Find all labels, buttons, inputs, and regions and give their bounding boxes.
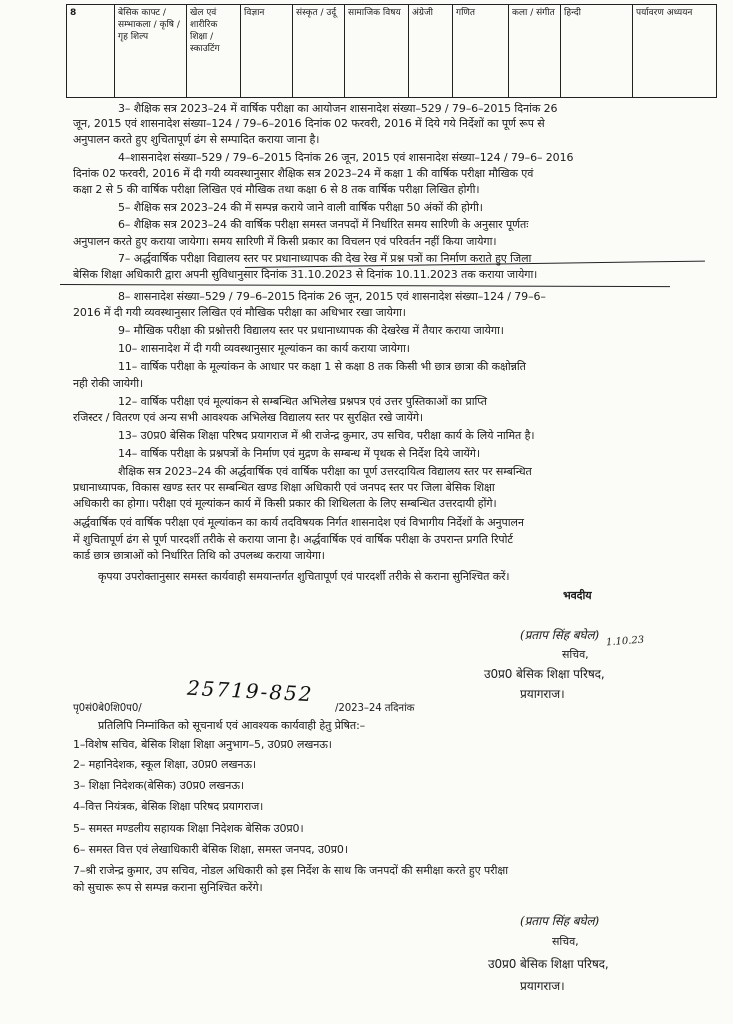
city: प्रयागराज।: [520, 687, 565, 701]
body-line: प्रधानाध्यापक, विकास खण्ड स्तर पर सम्बन्धित खण्ड शिक्षा अधिकारी एवं जनपद स्तर पर जिला बेसिक शिक्षा: [73, 481, 495, 494]
body-line: 4–शासनादेश संख्या–529 / 79–6–2015 दिनांक 26 जून, 2015 एवं शासनादेश संख्या–124 / 79–6– 2016: [118, 151, 574, 164]
recipient-item: 1–विशेष सचिव, बेसिक शिक्षा शिक्षा अनुभाग–5, उ0प्र0 लखनऊ।: [73, 738, 332, 751]
body-line: 9– मौखिक परीक्षा की प्रश्नोत्तरी विद्यालय स्तर पर प्रधानाध्यापक की देखरेख में तैयार कराया जायेगा।: [118, 324, 504, 337]
body-line: दिनांक 02 फरवरी, 2016 में दी गयी व्यवस्थानुसार शैक्षिक सत्र 2023–24 में कक्षा 1 की वार्षिक परीक्षा मौखिक एवं: [73, 167, 534, 180]
table-cell: हिन्दी: [561, 5, 633, 98]
body-line: अनुपालन करते हुए कराया जायेगा। समय सारिणी में किसी प्रकार का विचलन एवं परिवर्तन नहीं किया जायेगा।: [73, 235, 497, 248]
office: उ0प्र0 बेसिक शिक्षा परिषद,: [488, 957, 609, 971]
ink-underline: [60, 284, 670, 287]
table-cell: कला / संगीत: [509, 5, 561, 98]
recipient-item: 5– समस्त मण्डलीय सहायक शिक्षा निदेशक बेसिक उ0प्र0।: [73, 822, 304, 835]
recipient-item: 6– समस्त वित्त एवं लेखाधिकारी बेसिक शिक्षा, समस्त जनपद, उ0प्र0।: [73, 843, 348, 856]
closing: भवदीय: [563, 589, 592, 602]
body-line: जून, 2015 एवं शासनादेश संख्या–124 / 79–6–2016 दिनांक 02 फरवरी, 2016 में दिये गये निर्देशों का पूर्ण रूप से: [73, 117, 545, 130]
highlighted-line: बेसिक शिक्षा अधिकारी द्वारा अपनी सुविधानुसार दिनांक 31.10.2023 से दिनांक 10.11.2023 तक कराया जायेगा।: [73, 268, 538, 281]
recipient-item: 7–श्री राजेन्द्र कुमार, उप सचिव, नोडल अधिकारी को इस निर्देश के साथ कि जनपदों की समीक्षा करते हुए परीक्षा: [73, 864, 509, 877]
recipient-item: 3– शिक्षा निदेशक(बेसिक) उ0प्र0 लखनऊ।: [73, 779, 244, 792]
designation: सचिव,: [562, 648, 589, 661]
body-line: नही रोकी जायेगी।: [73, 377, 144, 390]
body-line: 2016 में दी गयी व्यवस्थानुसार लिखित एवं मौखिक परीक्षा का अधिभार रखा जायेगा।: [73, 306, 406, 319]
table-row: [67, 5, 717, 98]
table-cell: पर्यावरण अध्ययन: [633, 5, 717, 98]
city: प्रयागराज।: [520, 979, 565, 993]
body-line: कार्ड छात्र छात्राओं को निर्धारित तिथि को उपलब्ध कराया जायेगा।: [73, 549, 325, 562]
table-cell: विज्ञान: [241, 5, 293, 98]
table-cell: सामाजिक विषय: [345, 5, 409, 98]
body-line: 14– वार्षिक परीक्षा के प्रश्नपत्रों के निर्माण एवं मुद्रण के सम्बन्ध में पृथक से निर्देश दिये जायेंगे।: [118, 447, 480, 460]
body-line: अनुपालन करते हुए शुचितापूर्ण ढंग से सम्पादित कराया जाना है।: [73, 133, 320, 146]
body-line: 6– शैक्षिक सत्र 2023–24 की वार्षिक परीक्षा समस्त जनपदों में निर्धारित समय सारिणी के अनुसार पूर्णतः: [118, 218, 529, 231]
table-cell: संस्कृत / उर्दू: [293, 5, 345, 98]
body-line: अर्द्धवार्षिक एवं वार्षिक परीक्षा एवं मूल्यांकन का कार्य तदविषयक निर्गत शासनादेश एवं विभागीय निर्देशों के अनुपालन: [73, 516, 524, 529]
table-cell-class: 8: [67, 5, 115, 98]
highlighted-line: 7– अर्द्धवार्षिक परीक्षा विद्यालय स्तर पर प्रधानाध्यापक की देख रेख में प्रश्न पत्रों का निर्माण कराते हुए जिला: [118, 252, 532, 265]
office: उ0प्र0 बेसिक शिक्षा परिषद,: [484, 667, 605, 681]
body-line: 5– शैक्षिक सत्र 2023–24 की में सम्पन्न कराये जाने वाली वार्षिक परीक्षा 50 अंकों की होगी।: [118, 201, 483, 214]
body-line: कृपया उपरोक्तानुसार समस्त कार्यवाही समयान्तर्गत शुचितापूर्ण एवं पारदर्शी तरीके से कराना सुनिश्चित करें।: [98, 570, 510, 583]
recipient-item: 4–वित्त नियंत्रक, बेसिक शिक्षा परिषद प्रयागराज।: [73, 800, 264, 813]
table-cell: खेल एवं शारीरिक शिक्षा / स्काउटिंग: [187, 5, 241, 98]
table-cell: बेसिक काफ्ट / सम्भाकला / कृषि / गृह शिल्प: [115, 5, 187, 98]
body-line: में शुचितापूर्ण ढंग से पूर्ण पारदर्शी तरीके से कराया जाना है। अर्द्धवार्षिक एवं वार्षिक परीक्षा के उपरान्त प्रगति रिपोर्ट: [73, 533, 513, 546]
table-cell: अंग्रेजी: [409, 5, 453, 98]
recipient-item: 2– महानिदेशक, स्कूल शिक्षा, उ0प्र0 लखनऊ।: [73, 758, 256, 771]
body-line: 10– शासनादेश में दी गयी व्यवस्थानुसार मूल्यांकन का कार्य कराया जायेगा।: [118, 342, 410, 355]
body-line: 12– वार्षिक परीक्षा एवं मूल्यांकन से सम्बन्धित अभिलेख प्रश्नपत्र एवं उत्तर पुस्तिकाओं का प्राप्ति: [118, 395, 487, 408]
designation: सचिव,: [552, 935, 579, 948]
body-line: कक्षा 2 से 5 की वार्षिक परीक्षा लिखित एवं मौखिक तथा कक्षा 6 से 8 तक वार्षिक परीक्षा लिखित होगी।: [73, 183, 480, 196]
subject-table: [66, 4, 717, 98]
reference-suffix: /2023–24 तदिनांक: [335, 703, 415, 714]
body-line: रजिस्टर / वितरण एवं अन्य सभी आवश्यक अभिलेख विद्यालय स्तर पर सुरक्षित रखे जायेंगे।: [73, 411, 423, 424]
reference-number-handwritten: 25719-852: [186, 675, 315, 707]
recipient-item: को सुचारू रूप से सम्पन्न कराना सुनिश्चित करेंगे।: [73, 881, 263, 894]
body-line: 3– शैक्षिक सत्र 2023–24 में वार्षिक परीक्षा का आयोजन शासनादेश संख्या–529 / 79–6–2015 दिनांक 26: [118, 102, 558, 115]
copy-intro: प्रतिलिपि निम्नांकित को सूचनार्थ एवं आवश्यक कार्यवाही हेतु प्रेषित:–: [98, 719, 366, 732]
body-line: शैक्षिक सत्र 2023–24 की अर्द्धवार्षिक एवं वार्षिक परीक्षा का पूर्ण उत्तरदायित्व विद्यालय स्तर पर सम्बन्धित: [118, 465, 532, 478]
reference-prefix: पृ0सं0बे0शि0प0/: [73, 703, 142, 714]
signatory-name: (प्रताप सिंह बघेल): [520, 628, 600, 642]
table-cell: गणित: [453, 5, 509, 98]
body-line: 13– उ0प्र0 बेसिक शिक्षा परिषद प्रयागराज में श्री राजेन्द्र कुमार, उप सचिव, परीक्षा कार्य के लिये नामित है।: [118, 429, 535, 442]
body-line: अधिकारी का होगा। परीक्षा एवं मूल्यांकन कार्य में किसी प्रकार की शिथिलता के लिए सम्बन्धित उत्तरदायी होंगे।: [73, 497, 497, 510]
body-line: 8– शासनादेश संख्या–529 / 79–6–2015 दिनांक 26 जून, 2015 एवं शासनादेश संख्या–124 / 79–6–: [118, 290, 546, 303]
body-line: 11– वार्षिक परीक्षा के मूल्यांकन के आधार पर कक्षा 1 से कक्षा 8 तक किसी भी छात्र छात्रा की कक्षोन्नति: [118, 360, 526, 373]
handwritten-date: 1.10.23: [605, 634, 645, 649]
signatory-name: (प्रताप सिंह बघेल): [520, 914, 600, 928]
